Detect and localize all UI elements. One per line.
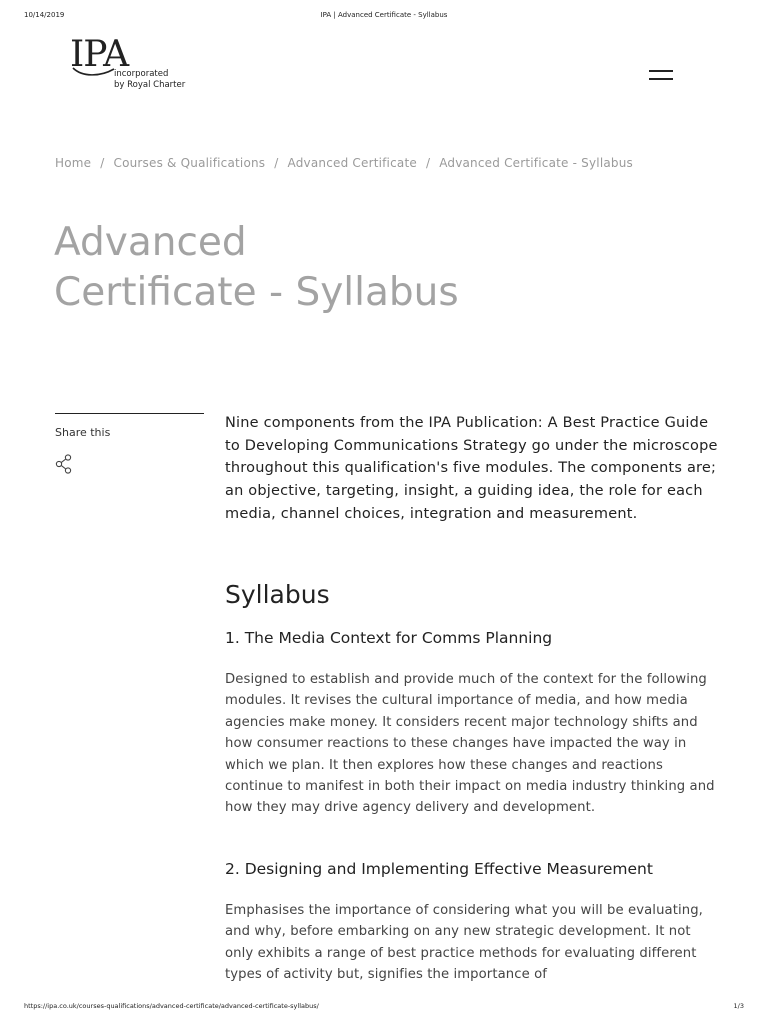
page-title (54, 218, 534, 318)
main-content (225, 412, 720, 983)
breadcrumb-separator: / (425, 156, 431, 170)
breadcrumb-courses[interactable]: Courses & Qualifications (113, 156, 266, 170)
page-title-line1: Advanced (54, 220, 247, 265)
module-2-body: Emphasises the importance of considering what you will be evaluating, and why, before embarking on any new strategic development. It not only exhibits a range of best practice methods for evaluating different types of activity but, signifies the importance of (225, 903, 703, 983)
intro-paragraph: Nine components from the IPA Publication: A Best Practice Guide to Developing Communications Strategy go under the microscope throughout this qualification's five modules. The components are; an objective, targeting, insight, a guiding idea, the role for each media, channel choices, integration and measurement. (225, 415, 718, 522)
hamburger-menu-icon[interactable] (649, 68, 673, 82)
module-2-title: 2. Designing and Implementing Effective Measurement (225, 860, 653, 878)
share-panel (55, 413, 204, 439)
print-url: https://ipa.co.uk/courses-qualifications/advanced-certificate/advanced-certificate-syllabus/ (24, 1002, 319, 1010)
print-page-title: IPA | Advanced Certificate - Syllabus (320, 11, 448, 19)
syllabus-heading: Syllabus (225, 580, 330, 609)
logo-line1: incorporated (114, 69, 169, 79)
breadcrumb-home[interactable]: Home (55, 156, 92, 170)
module-1-title: 1. The Media Context for Comms Planning (225, 629, 553, 647)
logo-subtitle (114, 69, 185, 91)
page-title-line2: Certificate - Syllabus (54, 270, 459, 315)
breadcrumb (55, 156, 633, 170)
logo-line2: by Royal Charter (114, 80, 186, 90)
share-label: Share this (55, 426, 111, 439)
print-header (0, 11, 768, 23)
breadcrumb-current: Advanced Certificate - Syllabus (439, 156, 633, 170)
print-date: 10/14/2019 (24, 11, 65, 19)
module-1-body: Designed to establish and provide much of the context for the following modules. It revises the cultural importance of media, and how media agencies make money. It considers recent major technology shifts and how consumer reactions to these changes have impacted the way in which we plan. It then explores how these changes and reactions continue to manifest in both their impact on media industry thinking and how they may drive agency delivery and development. (225, 672, 715, 816)
breadcrumb-advanced-certificate[interactable]: Advanced Certificate (287, 156, 417, 170)
share-icon[interactable] (55, 454, 73, 474)
breadcrumb-separator: / (100, 156, 105, 170)
print-page-number: 1/3 (733, 1002, 744, 1010)
breadcrumb-separator: / (274, 156, 279, 170)
ipa-logo[interactable] (70, 34, 200, 94)
logo-swoosh-icon (72, 66, 116, 78)
logo-mark: IPA (70, 34, 129, 75)
